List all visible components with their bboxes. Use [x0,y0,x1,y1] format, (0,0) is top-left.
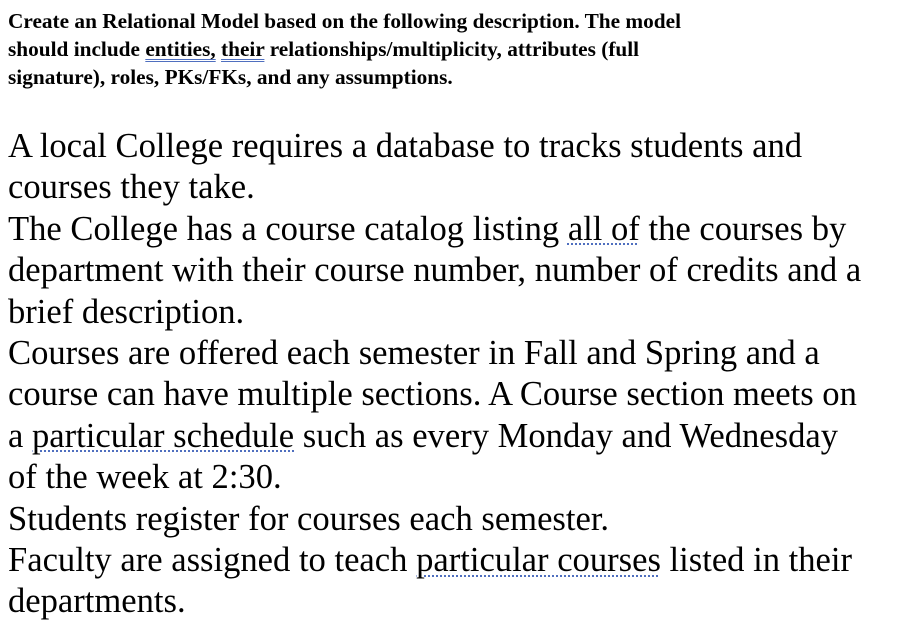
instructions-text: should include [8,37,146,61]
description-line-6: Courses are offered each semester in Fall and Spring and a [8,334,820,373]
description-line-2: courses they take. [8,168,255,207]
description-line-7: course can have multiple sections. A Course section meets on [8,375,857,414]
description-text: listed in their [660,541,853,580]
description-line-11 [8,540,898,581]
description-text: Faculty are assigned to teach [8,541,417,580]
instructions-text: relationships/multiplicity, attributes (full [264,37,640,61]
grammar-flag-all-of[interactable]: all of [567,209,640,248]
scenario-description [8,126,898,623]
description-line-1: A local College requires a database to tracks students and [8,127,803,165]
instructions-line-3: signature), roles, PKs/FKs, and any assumptions. [8,65,453,89]
description-line-9: of the week at 2:30. [8,458,282,497]
description-line-12: departments. [8,582,186,621]
description-text: the courses by [639,209,847,248]
description-text: The College has a course catalog listing [8,209,568,248]
grammar-flag-entities[interactable]: entities, [145,37,216,61]
description-line-4: department with their course number, number of credits and a [8,251,862,290]
grammar-flag-particular-courses[interactable]: particular courses [416,541,661,580]
instructions-line-2 [8,35,888,63]
instructions-line-1: Create an Relational Model based on the following description. The model [8,9,682,33]
grammar-flag-their[interactable]: their [221,37,265,61]
description-line-10: Students register for courses each semester. [8,499,610,538]
grammar-flag-particular-schedule[interactable]: particular schedule [32,416,295,455]
description-line-8 [8,416,898,457]
description-line-5: brief description. [8,292,245,331]
assignment-instructions [8,7,888,91]
description-text: such as every Monday and Wednesday [294,416,839,455]
description-line-3 [8,209,898,250]
description-text: a [8,416,32,455]
